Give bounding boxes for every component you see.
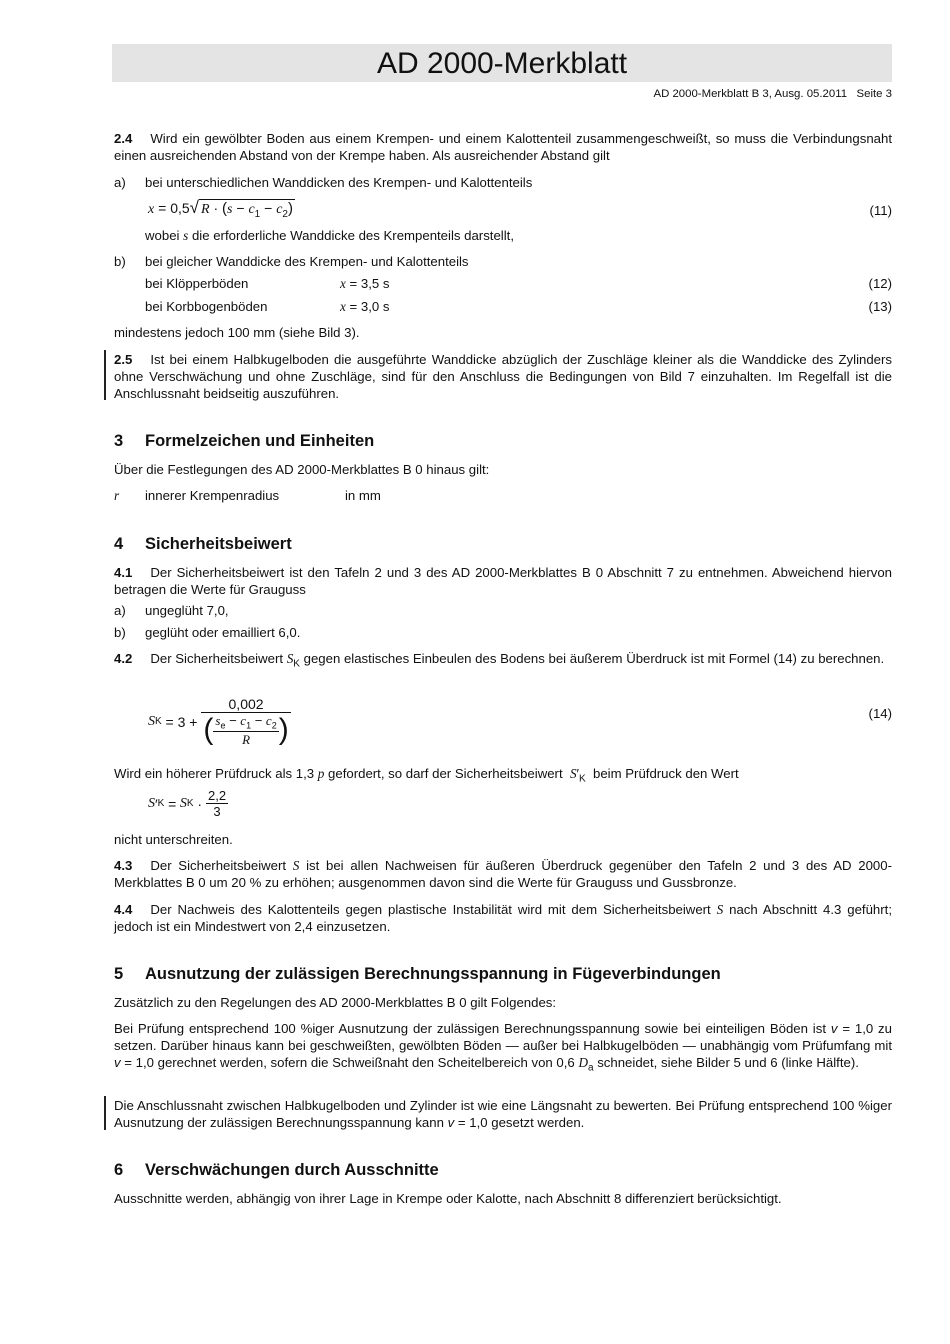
paragraph-4-2: 4.2 Der Sicherheitsbeiwert $S_K$ gegen elastisches Einbeulen des Bodens bei äußerem Überdruck ist mit Formel (14) zu berechnen. [114, 651, 885, 670]
section-3-intro: Über die Festlegungen des AD 2000-Merkblattes B 0 hinaus gilt: [114, 462, 490, 477]
formula-note: wobei s die erforderliche Wanddicke des Krempenteils darstellt, [145, 228, 514, 243]
equation-number-13: (13) [868, 299, 892, 314]
list-label: a) [114, 603, 126, 618]
formula-11: x = 0,5√ $R \cdot (s - c_1 - c_2)$ [148, 198, 293, 220]
paragraph-2-5 [114, 352, 892, 402]
section-3-heading: 3 Formelzeichen und Einheiten [114, 432, 375, 450]
list-text: geglüht oder emailliert 6,0. [145, 625, 301, 640]
formula-test-pressure: S ′ K = S K · $\frac{2,2}{3}$ [148, 788, 227, 819]
section-5-paragraph-2: Die Anschlussnaht zwischen Halbkugelboden und Zylinder ist wie eine Längsnaht zu bewerten. Bei Prüfung entsprechend 100 %iger Ausnutzung der zulässigen Berechnungsspannung kann v = 1,0 gesetzt werden. [114, 1098, 892, 1130]
section-6-text: Ausschnitte werden, abhängig von ihrer Lage in Krempe oder Kalotte, nach Abschnitt 8 differenziert berücksichtigt. [114, 1191, 782, 1206]
list-text: ungeglüht 7,0, [145, 603, 229, 618]
section-5-heading: 5 Ausnutzung der zulässigen Berechnungsspannung in Fügeverbindungen [114, 965, 721, 983]
clause-number: 2.5 [114, 352, 133, 367]
document-header-title: AD 2000-Merkblatt [112, 44, 892, 82]
section-5-paragraph-1: Bei Prüfung entsprechend 100 %iger Ausnutzung der zulässigen Berechnungsspannung sowie bei einteiligen Böden ist v = 1,0 zu setzen. Darüber hinaus kann bei geschweißten, gewölbten Böden — außer bei Halbkugelböden — unabhängig vom Prüfumfang mit v = 1,0 gerechnet werden, sofern die Schweißnaht den Scheitelbereich von 0,6 $D_a$ schneidet, siehe Bilder 5 und 6 (linke Hälfte). [114, 1021, 892, 1074]
document-header-subtitle: AD 2000-Merkblatt B 3, Ausg. 05.2011 Seite 3 [653, 88, 892, 100]
kloepper-label: bei Klöpperböden [145, 276, 249, 291]
list-label: b) [114, 625, 126, 640]
symbol-unit: in mm [345, 488, 381, 503]
clause-number: 2.4 [114, 131, 133, 146]
list-text: bei gleicher Wanddicke des Krempen- und Kalottenteils [145, 254, 469, 269]
paragraph-2-4 [114, 131, 892, 165]
symbol-description: innerer Krempenradius [145, 488, 280, 503]
not-below-text: nicht unterschreiten. [114, 832, 233, 847]
equation-number-14: (14) [868, 706, 892, 721]
section-6-heading: 6 Verschwächungen durch Ausschnitte [114, 1161, 439, 1179]
paragraph-4-1: 4.1 Der Sicherheitsbeiwert ist den Tafeln 2 und 3 des AD 2000-Merkblattes B 0 Abschnitt 7 zu entnehmen. Abweichend hiervon betragen die Werte für Grauguss [114, 565, 892, 597]
clause-text: Wird ein gewölbter Boden aus einem Krempen- und einem Kalottenteil zusammengeschweißt, so muss die Verbindungsnaht einen ausreichenden Abstand von der Krempe haben. Als ausreichender Abstand gilt [114, 131, 892, 163]
list-label: b) [114, 254, 126, 269]
test-pressure-text: Wird ein höherer Prüfdruck als 1,3 p gefordert, so darf der Sicherheitsbeiwert $S'_K$ beim Prüfdruck den Wert [114, 766, 739, 785]
section-4-heading: 4 Sicherheitsbeiwert [114, 535, 292, 553]
equation-number-11: (11) [869, 203, 892, 218]
change-bar [104, 1096, 106, 1130]
minimum-distance-text: mindestens jedoch 100 mm (siehe Bild 3). [114, 325, 360, 340]
formula-13: x = 3,0 s [340, 299, 390, 314]
formula-12: x = 3,5 s [340, 276, 390, 291]
section-5-intro: Zusätzlich zu den Regelungen des AD 2000-Merkblattes B 0 gilt Folgendes: [114, 995, 557, 1010]
equation-number-12: (12) [868, 276, 892, 291]
paragraph-4-3: 4.3 Der Sicherheitsbeiwert S ist bei allen Nachweisen für äußeren Überdruck gegenüber den Tafeln 2 und 3 des AD 2000-Merkblattes B 0 um 20 % zu erhöhen; ausgenommen davon sind die Werte für Grauguss und Gussbronze. [114, 858, 892, 890]
clause-text: Ist bei einem Halbkugelboden die ausgeführte Wanddicke abzüglich der Zuschläge kleiner als die Wanddicke des Zylinders ohne Verschwächung und ohne Zuschläge, sind für den Anschluss die Bedingungen von Bild 7 einzuhalten. Im Regelfall ist die Anschlussnaht beidseitig auszuführen. [114, 352, 892, 401]
formula-14: S K = 3 + 0,002 ( $\frac{s_e - c_1 - c_2}{R}$ ) [148, 696, 289, 747]
list-text: bei unterschiedlichen Wanddicken des Krempen- und Kalottenteils [145, 175, 533, 190]
paragraph-4-4: 4.4 Der Nachweis des Kalottenteils gegen plastische Instabilität wird mit dem Sicherheitsbeiwert S nach Abschnitt 4.3 geführt; jedoch ist ein Mindestwert von 2,4 einzusetzen. [114, 902, 892, 934]
list-label: a) [114, 175, 126, 190]
symbol-r: r [114, 488, 120, 503]
change-bar [104, 350, 106, 400]
korbbogen-label: bei Korbbogenböden [145, 299, 268, 314]
